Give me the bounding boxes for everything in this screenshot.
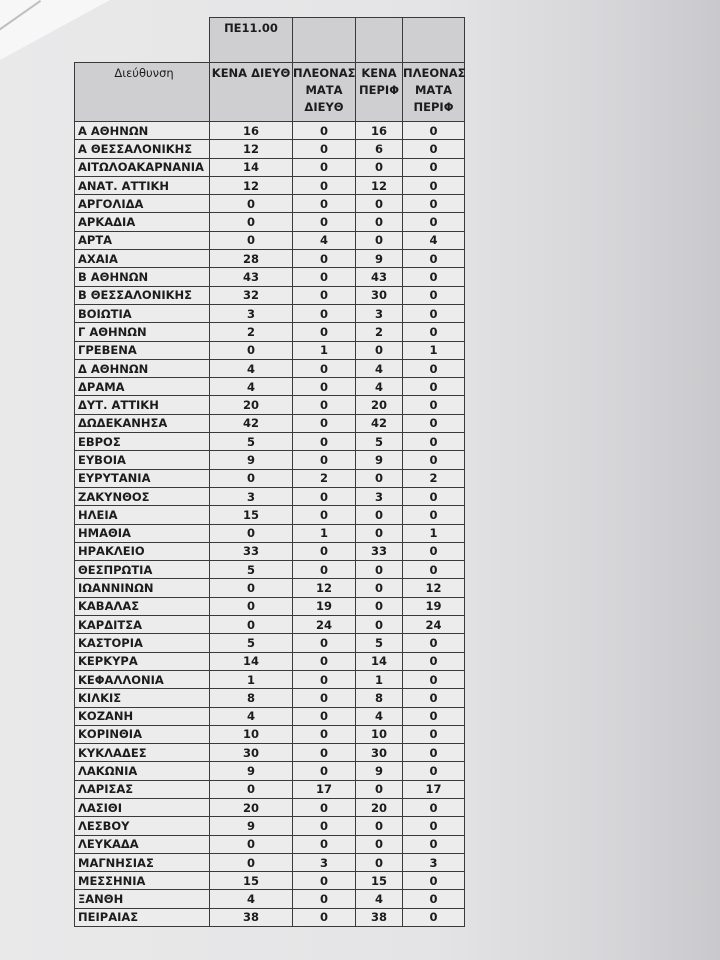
vacancies-direction-cell: 5: [210, 561, 293, 579]
table-row: [75, 835, 465, 853]
direction-cell: ΚΙΛΚΙΣ: [75, 689, 210, 707]
surplus-region-cell: 2: [403, 469, 465, 487]
direction-cell: ΛΑΡΙΣΑΣ: [75, 780, 210, 798]
vacancies-region-cell: 4: [356, 890, 403, 908]
direction-cell: ΛΑΣΙΘΙ: [75, 798, 210, 816]
vacancies-direction-cell: 15: [210, 506, 293, 524]
vacancies-region-cell: 0: [356, 597, 403, 615]
column-header-surplus-region: ΠΛΕΟΝΑΣ ΜΑΤΑ ΠΕΡΙΦ: [403, 63, 465, 122]
direction-cell: ΘΕΣΠΡΩΤΙΑ: [75, 561, 210, 579]
surplus-direction-cell: 0: [293, 744, 356, 762]
surplus-direction-cell: 0: [293, 506, 356, 524]
surplus-region-cell: 0: [403, 140, 465, 158]
vacancies-direction-cell: 12: [210, 140, 293, 158]
surplus-direction-cell: 0: [293, 908, 356, 926]
surplus-region-cell: 0: [403, 213, 465, 231]
direction-cell: ΑΙΤΩΛΟΑΚΑΡΝΑΝΙΑ: [75, 158, 210, 176]
table-row: [75, 487, 465, 505]
vacancies-direction-cell: 3: [210, 487, 293, 505]
direction-cell: ΗΜΑΘΙΑ: [75, 524, 210, 542]
surplus-region-cell: 0: [403, 835, 465, 853]
surplus-direction-cell: 0: [293, 725, 356, 743]
header-blank: [75, 18, 210, 63]
surplus-direction-cell: 0: [293, 561, 356, 579]
surplus-direction-cell: 2: [293, 469, 356, 487]
table-row: [75, 140, 465, 158]
surplus-region-cell: 0: [403, 323, 465, 341]
vacancies-direction-cell: 14: [210, 158, 293, 176]
surplus-region-cell: 0: [403, 908, 465, 926]
direction-cell: ΜΕΣΣΗΝΙΑ: [75, 872, 210, 890]
vacancies-region-cell: 0: [356, 469, 403, 487]
surplus-region-cell: 0: [403, 158, 465, 176]
vacancies-direction-cell: 4: [210, 378, 293, 396]
group-header-row: [75, 18, 465, 63]
table-row: [75, 250, 465, 268]
direction-cell: Δ ΑΘΗΝΩΝ: [75, 359, 210, 377]
table-row: [75, 451, 465, 469]
surplus-direction-cell: 12: [293, 579, 356, 597]
vacancies-region-cell: 0: [356, 835, 403, 853]
vacancies-region-cell: 33: [356, 542, 403, 560]
vacancies-region-cell: 2: [356, 323, 403, 341]
surplus-region-cell: 0: [403, 122, 465, 140]
surplus-region-cell: 1: [403, 341, 465, 359]
surplus-region-cell: 4: [403, 231, 465, 249]
table-row: [75, 597, 465, 615]
vacancies-region-cell: 38: [356, 908, 403, 926]
surplus-region-cell: 1: [403, 524, 465, 542]
table-row: [75, 359, 465, 377]
table-row: [75, 323, 465, 341]
vacancies-direction-cell: 9: [210, 762, 293, 780]
direction-cell: ΗΡΑΚΛΕΙΟ: [75, 542, 210, 560]
surplus-region-cell: 0: [403, 634, 465, 652]
vacancies-region-cell: 10: [356, 725, 403, 743]
table-row: [75, 798, 465, 816]
table-row: [75, 469, 465, 487]
direction-cell: ΕΒΡΟΣ: [75, 433, 210, 451]
vacancies-direction-cell: 0: [210, 597, 293, 615]
vacancies-region-cell: 1: [356, 670, 403, 688]
direction-cell: Β ΘΕΣΣΑΛΟΝΙΚΗΣ: [75, 286, 210, 304]
vacancies-direction-cell: 5: [210, 634, 293, 652]
table-row: [75, 158, 465, 176]
vacancies-direction-cell: 42: [210, 414, 293, 432]
surplus-region-cell: 0: [403, 359, 465, 377]
vacancies-region-cell: 0: [356, 158, 403, 176]
surplus-region-cell: 0: [403, 433, 465, 451]
vacancies-direction-cell: 3: [210, 304, 293, 322]
surplus-region-cell: 0: [403, 176, 465, 194]
vacancies-region-cell: 4: [356, 378, 403, 396]
direction-cell: ΠΕΙΡΑΙΑΣ: [75, 908, 210, 926]
surplus-region-cell: 0: [403, 725, 465, 743]
vacancies-region-cell: 43: [356, 268, 403, 286]
vacancies-direction-cell: 14: [210, 652, 293, 670]
direction-cell: ΜΑΓΝΗΣΙΑΣ: [75, 853, 210, 871]
table-row: [75, 341, 465, 359]
header-blank: [403, 18, 465, 63]
table-row: [75, 744, 465, 762]
table-row: [75, 231, 465, 249]
vacancies-direction-cell: 28: [210, 250, 293, 268]
vacancies-direction-cell: 20: [210, 798, 293, 816]
vacancies-direction-cell: 4: [210, 890, 293, 908]
vacancies-region-cell: 0: [356, 231, 403, 249]
surplus-region-cell: 0: [403, 487, 465, 505]
surplus-direction-cell: 0: [293, 652, 356, 670]
vacancies-region-cell: 0: [356, 780, 403, 798]
table-row: [75, 890, 465, 908]
surplus-direction-cell: 0: [293, 195, 356, 213]
column-header-row: [75, 63, 465, 122]
surplus-direction-cell: 1: [293, 524, 356, 542]
vacancies-region-cell: 12: [356, 176, 403, 194]
vacancies-direction-cell: 8: [210, 689, 293, 707]
direction-cell: ΔΥΤ. ΑΤΤΙΚΗ: [75, 396, 210, 414]
surplus-direction-cell: 3: [293, 853, 356, 871]
vacancies-region-cell: 9: [356, 250, 403, 268]
surplus-region-cell: 0: [403, 250, 465, 268]
vacancies-direction-cell: 20: [210, 396, 293, 414]
vacancies-direction-cell: 0: [210, 780, 293, 798]
direction-cell: ΓΡΕΒΕΝΑ: [75, 341, 210, 359]
surplus-direction-cell: 0: [293, 140, 356, 158]
vacancies-region-cell: 3: [356, 487, 403, 505]
vacancies-direction-cell: 0: [210, 195, 293, 213]
vacancies-region-cell: 0: [356, 853, 403, 871]
surplus-direction-cell: 4: [293, 231, 356, 249]
header-blank: [293, 18, 356, 63]
surplus-direction-cell: 19: [293, 597, 356, 615]
vacancies-direction-cell: 0: [210, 835, 293, 853]
surplus-direction-cell: 0: [293, 323, 356, 341]
surplus-region-cell: 0: [403, 195, 465, 213]
table-row: [75, 561, 465, 579]
table-row: [75, 286, 465, 304]
direction-cell: ΛΕΣΒΟΥ: [75, 817, 210, 835]
surplus-region-cell: 0: [403, 451, 465, 469]
direction-cell: ΗΛΕΙΑ: [75, 506, 210, 524]
table-row: [75, 817, 465, 835]
surplus-direction-cell: 1: [293, 341, 356, 359]
surplus-direction-cell: 0: [293, 835, 356, 853]
surplus-direction-cell: 0: [293, 634, 356, 652]
surplus-direction-cell: 0: [293, 378, 356, 396]
direction-cell: ΑΡΚΑΔΙΑ: [75, 213, 210, 231]
table-row: [75, 707, 465, 725]
direction-cell: Α ΑΘΗΝΩΝ: [75, 122, 210, 140]
vacancies-direction-cell: 33: [210, 542, 293, 560]
surplus-direction-cell: 0: [293, 451, 356, 469]
direction-cell: ΚΥΚΛΑΔΕΣ: [75, 744, 210, 762]
surplus-direction-cell: 0: [293, 487, 356, 505]
surplus-direction-cell: 17: [293, 780, 356, 798]
vacancies-region-cell: 5: [356, 433, 403, 451]
direction-cell: ΙΩΑΝΝΙΝΩΝ: [75, 579, 210, 597]
direction-cell: ΔΩΔΕΚΑΝΗΣΑ: [75, 414, 210, 432]
vacancies-region-cell: 5: [356, 634, 403, 652]
vacancies-region-cell: 4: [356, 359, 403, 377]
table-row: [75, 414, 465, 432]
table-row: [75, 579, 465, 597]
direction-cell: ΚΑΒΑΛΑΣ: [75, 597, 210, 615]
vacancies-direction-cell: 10: [210, 725, 293, 743]
direction-cell: ΑΡΓΟΛΙΔΑ: [75, 195, 210, 213]
vacancies-region-cell: 30: [356, 744, 403, 762]
direction-cell: ΞΑΝΘΗ: [75, 890, 210, 908]
table-row: [75, 780, 465, 798]
surplus-direction-cell: 0: [293, 250, 356, 268]
surplus-direction-cell: 0: [293, 689, 356, 707]
vacancies-direction-cell: 16: [210, 122, 293, 140]
surplus-region-cell: 0: [403, 689, 465, 707]
surplus-direction-cell: 0: [293, 359, 356, 377]
surplus-region-cell: 0: [403, 561, 465, 579]
table-row: [75, 762, 465, 780]
vacancies-direction-cell: 1: [210, 670, 293, 688]
surplus-direction-cell: 0: [293, 213, 356, 231]
vacancies-direction-cell: 9: [210, 817, 293, 835]
direction-cell: Α ΘΕΣΣΑΛΟΝΙΚΗΣ: [75, 140, 210, 158]
vacancies-direction-cell: 12: [210, 176, 293, 194]
vacancies-region-cell: 30: [356, 286, 403, 304]
surplus-region-cell: 0: [403, 286, 465, 304]
surplus-direction-cell: 0: [293, 286, 356, 304]
surplus-direction-cell: 0: [293, 158, 356, 176]
vacancies-direction-cell: 0: [210, 231, 293, 249]
surplus-region-cell: 0: [403, 652, 465, 670]
surplus-region-cell: 12: [403, 579, 465, 597]
table-row: [75, 506, 465, 524]
vacancies-region-cell: 8: [356, 689, 403, 707]
vacancies-region-cell: 0: [356, 579, 403, 597]
surplus-region-cell: 0: [403, 890, 465, 908]
surplus-region-cell: 0: [403, 762, 465, 780]
surplus-region-cell: 0: [403, 506, 465, 524]
column-header-surplus-direction: ΠΛΕΟΝΑΣ ΜΑΤΑ ΔΙΕΥΘ: [293, 63, 356, 122]
table-row: [75, 433, 465, 451]
table-row: [75, 908, 465, 926]
vacancies-direction-cell: 0: [210, 213, 293, 231]
direction-cell: ΚΑΡΔΙΤΣΑ: [75, 616, 210, 634]
surplus-region-cell: 19: [403, 597, 465, 615]
direction-cell: ΚΑΣΤΟΡΙΑ: [75, 634, 210, 652]
direction-cell: ΛΕΥΚΑΔΑ: [75, 835, 210, 853]
vacancies-direction-cell: 43: [210, 268, 293, 286]
table-row: [75, 378, 465, 396]
surplus-direction-cell: 0: [293, 798, 356, 816]
vacancies-region-cell: 20: [356, 396, 403, 414]
direction-cell: ΖΑΚΥΝΘΟΣ: [75, 487, 210, 505]
table-row: [75, 176, 465, 194]
column-header-vacancies-region: ΚΕΝΑ ΠΕΡΙΦ: [356, 63, 403, 122]
table-row: [75, 304, 465, 322]
surplus-region-cell: 0: [403, 744, 465, 762]
surplus-direction-cell: 24: [293, 616, 356, 634]
surplus-direction-cell: 0: [293, 670, 356, 688]
group-header: ΠΕ11.00: [210, 18, 293, 63]
surplus-region-cell: 0: [403, 268, 465, 286]
vacancies-direction-cell: 4: [210, 707, 293, 725]
vacancies-direction-cell: 32: [210, 286, 293, 304]
table-row: [75, 616, 465, 634]
surplus-region-cell: 0: [403, 707, 465, 725]
vacancies-direction-cell: 0: [210, 469, 293, 487]
column-header-direction: Διεύθυνση: [75, 63, 210, 122]
table-row: [75, 524, 465, 542]
surplus-direction-cell: 0: [293, 396, 356, 414]
direction-cell: ΚΟΡΙΝΘΙΑ: [75, 725, 210, 743]
direction-cell: ΕΥΒΟΙΑ: [75, 451, 210, 469]
table-row: [75, 670, 465, 688]
surplus-direction-cell: 0: [293, 176, 356, 194]
surplus-region-cell: 0: [403, 670, 465, 688]
vacancies-region-cell: 0: [356, 817, 403, 835]
vacancies-region-cell: 0: [356, 561, 403, 579]
direction-cell: ΑΝΑΤ. ΑΤΤΙΚΗ: [75, 176, 210, 194]
vacancies-direction-cell: 0: [210, 579, 293, 597]
table-row: [75, 195, 465, 213]
table-body: [75, 122, 465, 927]
direction-cell: Β ΑΘΗΝΩΝ: [75, 268, 210, 286]
surplus-direction-cell: 0: [293, 268, 356, 286]
vacancies-direction-cell: 5: [210, 433, 293, 451]
vacancies-region-cell: 0: [356, 195, 403, 213]
vacancies-region-cell: 4: [356, 707, 403, 725]
surplus-region-cell: 0: [403, 872, 465, 890]
header-blank: [356, 18, 403, 63]
table-row: [75, 725, 465, 743]
vacancies-direction-cell: 0: [210, 616, 293, 634]
surplus-direction-cell: 0: [293, 122, 356, 140]
vacancies-region-cell: 9: [356, 762, 403, 780]
vacancies-region-cell: 3: [356, 304, 403, 322]
surplus-direction-cell: 0: [293, 762, 356, 780]
vacancies-direction-cell: 38: [210, 908, 293, 926]
vacancies-region-cell: 0: [356, 341, 403, 359]
vacancies-region-cell: 0: [356, 616, 403, 634]
vacancies-region-cell: 0: [356, 213, 403, 231]
table-row: [75, 122, 465, 140]
surplus-region-cell: 0: [403, 414, 465, 432]
surplus-direction-cell: 0: [293, 707, 356, 725]
surplus-region-cell: 0: [403, 378, 465, 396]
table-row: [75, 652, 465, 670]
vacancies-direction-cell: 0: [210, 524, 293, 542]
surplus-direction-cell: 0: [293, 890, 356, 908]
surplus-region-cell: 17: [403, 780, 465, 798]
vacancies-direction-cell: 15: [210, 872, 293, 890]
surplus-region-cell: 0: [403, 798, 465, 816]
vacancies-region-cell: 0: [356, 506, 403, 524]
vacancies-direction-cell: 30: [210, 744, 293, 762]
column-header-vacancies-direction: ΚΕΝΑ ΔΙΕΥΘ: [210, 63, 293, 122]
direction-cell: ΔΡΑΜΑ: [75, 378, 210, 396]
vacancies-region-cell: 42: [356, 414, 403, 432]
vacancies-region-cell: 14: [356, 652, 403, 670]
table-row: [75, 634, 465, 652]
table-row: [75, 689, 465, 707]
direction-cell: ΚΟΖΑΝΗ: [75, 707, 210, 725]
table-row: [75, 213, 465, 231]
surplus-region-cell: 0: [403, 817, 465, 835]
vacancies-region-cell: 6: [356, 140, 403, 158]
vacancies-region-cell: 16: [356, 122, 403, 140]
surplus-region-cell: 24: [403, 616, 465, 634]
surplus-region-cell: 3: [403, 853, 465, 871]
surplus-region-cell: 0: [403, 396, 465, 414]
direction-cell: ΕΥΡΥΤΑΝΙΑ: [75, 469, 210, 487]
direction-cell: ΚΕΡΚΥΡΑ: [75, 652, 210, 670]
surplus-region-cell: 0: [403, 304, 465, 322]
vacancies-region-cell: 0: [356, 524, 403, 542]
surplus-direction-cell: 0: [293, 414, 356, 432]
direction-cell: ΑΧΑΙΑ: [75, 250, 210, 268]
vacancies-table: [74, 17, 465, 927]
surplus-region-cell: 0: [403, 542, 465, 560]
vacancies-direction-cell: 9: [210, 451, 293, 469]
vacancies-direction-cell: 4: [210, 359, 293, 377]
vacancies-region-cell: 15: [356, 872, 403, 890]
vacancies-direction-cell: 0: [210, 853, 293, 871]
surplus-direction-cell: 0: [293, 542, 356, 560]
surplus-direction-cell: 0: [293, 433, 356, 451]
vacancies-direction-cell: 0: [210, 341, 293, 359]
table-row: [75, 853, 465, 871]
direction-cell: ΒΟΙΩΤΙΑ: [75, 304, 210, 322]
table-row: [75, 872, 465, 890]
direction-cell: ΚΕΦΑΛΛΟΝΙΑ: [75, 670, 210, 688]
direction-cell: ΛΑΚΩΝΙΑ: [75, 762, 210, 780]
table-row: [75, 396, 465, 414]
surplus-direction-cell: 0: [293, 817, 356, 835]
direction-cell: Γ ΑΘΗΝΩΝ: [75, 323, 210, 341]
surplus-direction-cell: 0: [293, 872, 356, 890]
direction-cell: ΑΡΤΑ: [75, 231, 210, 249]
table-row: [75, 542, 465, 560]
vacancies-direction-cell: 2: [210, 323, 293, 341]
surplus-direction-cell: 0: [293, 304, 356, 322]
vacancies-region-cell: 20: [356, 798, 403, 816]
table-row: [75, 268, 465, 286]
vacancies-region-cell: 9: [356, 451, 403, 469]
